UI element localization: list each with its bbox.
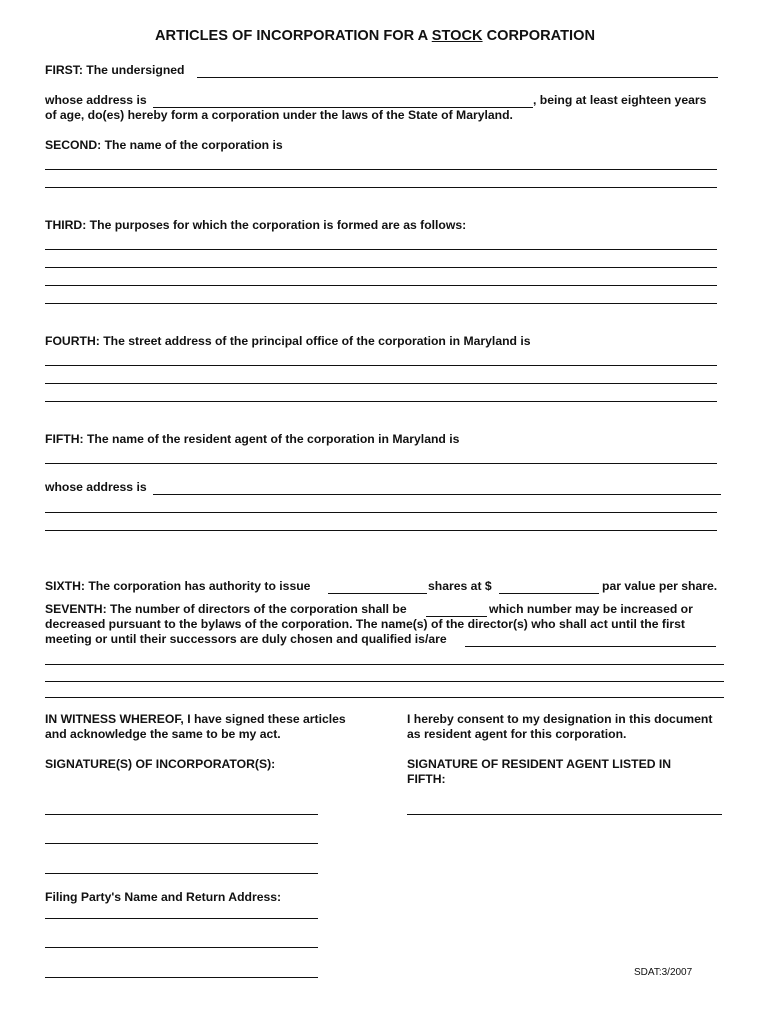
consent-line1: I hereby consent to my designation in this document bbox=[407, 712, 713, 726]
corporation-name-field-1[interactable] bbox=[45, 169, 717, 170]
incorporator-signature-field-2[interactable] bbox=[45, 843, 318, 844]
corporation-name-field-2[interactable] bbox=[45, 187, 717, 188]
filing-party-label: Filing Party's Name and Return Address: bbox=[45, 890, 282, 904]
seventh-label-b: which number may be increased or bbox=[489, 602, 693, 616]
filing-party-field-2[interactable] bbox=[45, 947, 318, 948]
filing-party-field-3[interactable] bbox=[45, 977, 318, 978]
agent-signature-heading-line1: SIGNATURE OF RESIDENT AGENT LISTED IN bbox=[407, 757, 672, 771]
incorporator-name-field[interactable] bbox=[197, 77, 718, 78]
first-age-text: , being at least eighteen years bbox=[533, 93, 707, 107]
fifth-label: FIFTH: The name of the resident agent of the corporation in Maryland is bbox=[45, 432, 460, 446]
seventh-line3: meeting or until their successors are duly chosen and qualified is/are bbox=[45, 632, 447, 646]
third-label: THIRD: The purposes for which the corporation is formed are as follows: bbox=[45, 218, 467, 232]
resident-agent-address-field-1[interactable] bbox=[153, 494, 721, 495]
consent-line2: as resident agent for this corporation. bbox=[407, 727, 627, 741]
resident-agent-address-field-2[interactable] bbox=[45, 512, 717, 513]
page-title: ARTICLES OF INCORPORATION FOR A STOCK CORPORATION bbox=[155, 28, 595, 44]
shares-count-field[interactable] bbox=[328, 593, 427, 594]
form-code: SDAT:3/2007 bbox=[634, 967, 693, 978]
seventh-line2: decreased pursuant to the bylaws of the corporation. The name(s) of the director(s) who shall act until the first bbox=[45, 617, 685, 631]
resident-agent-signature-field[interactable] bbox=[407, 814, 722, 815]
purposes-field-4[interactable] bbox=[45, 303, 717, 304]
purposes-field-2[interactable] bbox=[45, 267, 717, 268]
directors-names-field-4[interactable] bbox=[45, 697, 724, 698]
incorporator-signature-field-1[interactable] bbox=[45, 814, 318, 815]
directors-names-field-2[interactable] bbox=[45, 664, 724, 665]
purposes-field-1[interactable] bbox=[45, 249, 717, 250]
sixth-label: SIXTH: The corporation has authority to issue bbox=[45, 579, 311, 593]
incorporator-signature-field-3[interactable] bbox=[45, 873, 318, 874]
principal-office-field-2[interactable] bbox=[45, 383, 717, 384]
principal-office-field-1[interactable] bbox=[45, 365, 717, 366]
purposes-field-3[interactable] bbox=[45, 285, 717, 286]
first-line2: of age, do(es) hereby form a corporation under the laws of the State of Maryland. bbox=[45, 108, 513, 122]
directors-names-field-1[interactable] bbox=[465, 646, 716, 647]
first-label: FIRST: The undersigned bbox=[45, 63, 185, 77]
seventh-label: SEVENTH: The number of directors of the corporation shall be bbox=[45, 602, 407, 616]
first-address-label: whose address is bbox=[45, 93, 147, 107]
incorporators-signature-heading: SIGNATURE(S) OF INCORPORATOR(S): bbox=[45, 757, 276, 771]
principal-office-field-3[interactable] bbox=[45, 401, 717, 402]
par-value-field[interactable] bbox=[499, 593, 599, 594]
witness-line2: and acknowledge the same to be my act. bbox=[45, 727, 281, 741]
second-label: SECOND: The name of the corporation is bbox=[45, 138, 283, 152]
resident-agent-name-field[interactable] bbox=[45, 463, 717, 464]
resident-agent-address-field-3[interactable] bbox=[45, 530, 717, 531]
fourth-label: FOURTH: The street address of the principal office of the corporation in Maryland is bbox=[45, 334, 531, 348]
witness-line1: IN WITNESS WHEREOF, I have signed these articles bbox=[45, 712, 346, 726]
sixth-par-text: par value per share. bbox=[602, 579, 718, 593]
fifth-address-label: whose address is bbox=[45, 480, 147, 494]
agent-signature-heading-line2: FIFTH: bbox=[407, 772, 446, 786]
sixth-shares-text: shares at $ bbox=[428, 579, 492, 593]
filing-party-field-1[interactable] bbox=[45, 918, 318, 919]
directors-names-field-3[interactable] bbox=[45, 681, 724, 682]
